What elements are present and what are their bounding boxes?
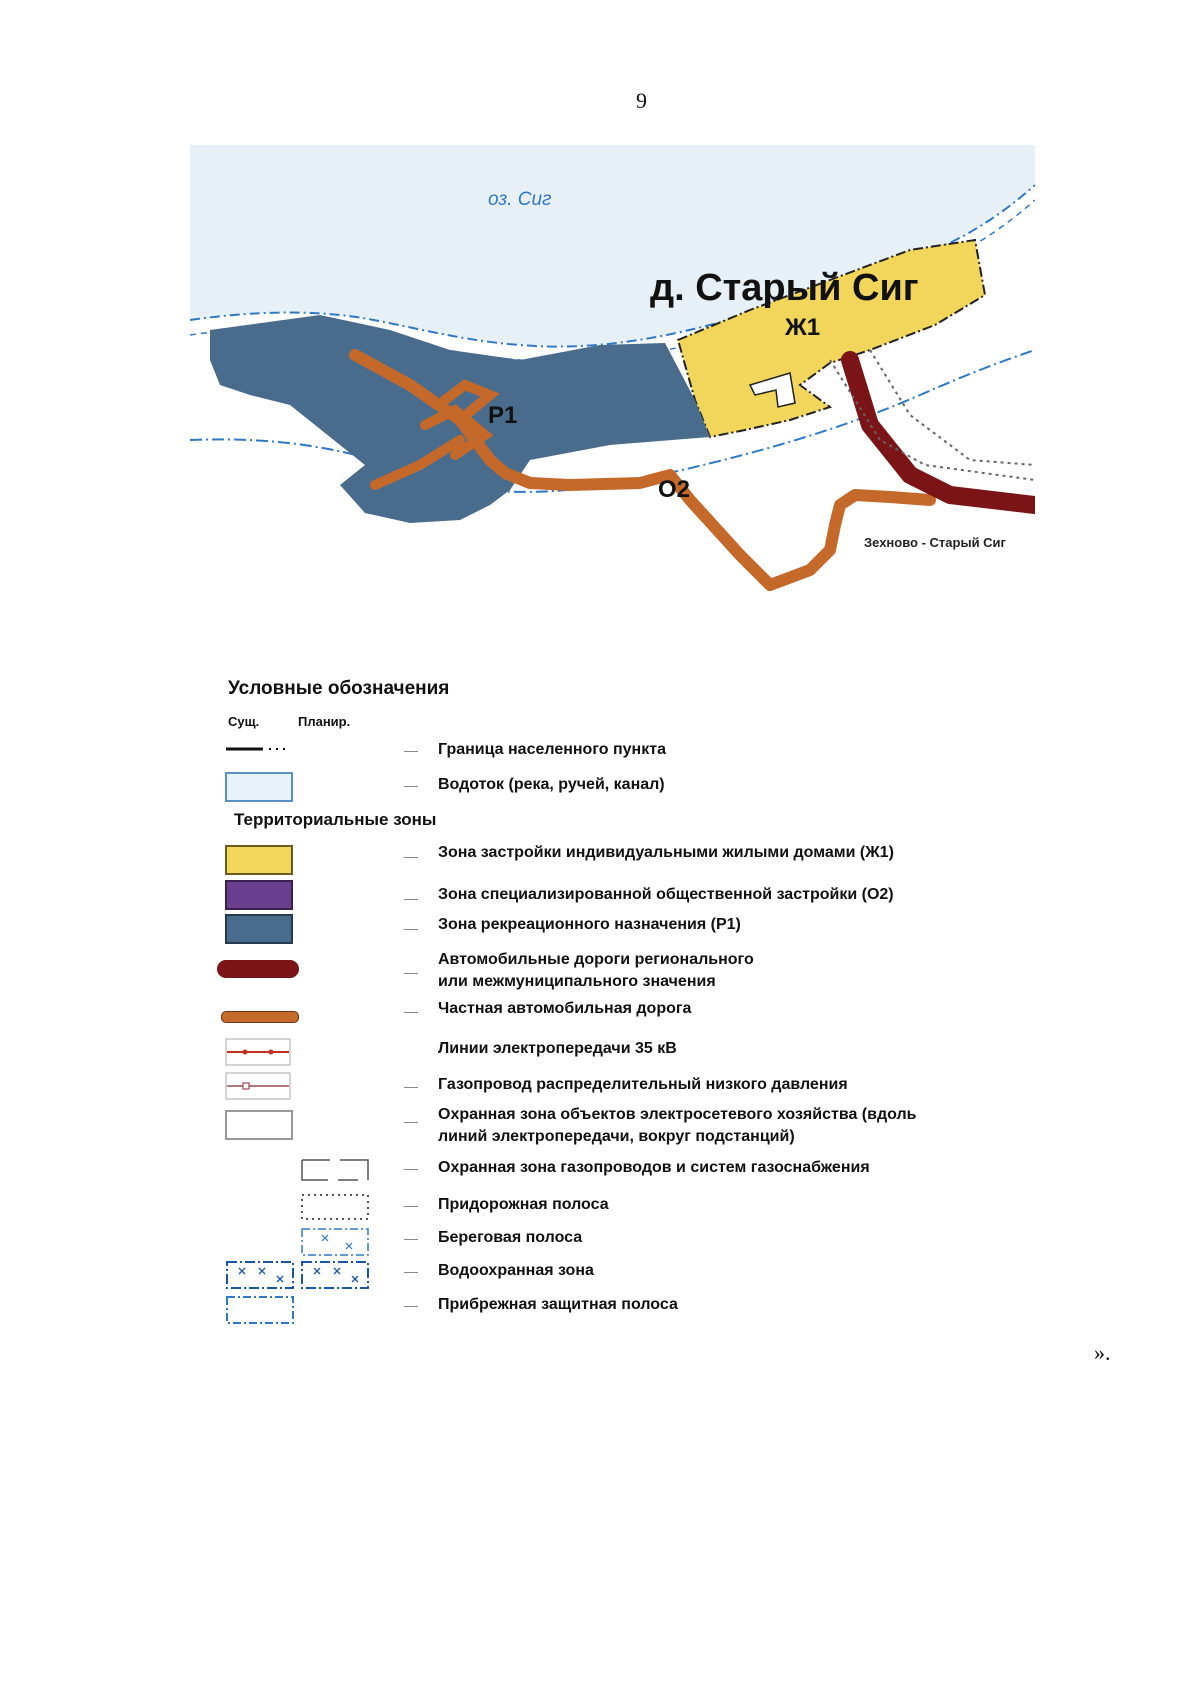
gas-protection-zone-icon <box>300 1156 370 1187</box>
closing-quote: ». <box>1094 1340 1111 1365</box>
legend-label-regional-road-line2: или межмуниципального значения <box>438 973 716 990</box>
zone-residential-icon <box>225 845 293 875</box>
legend-label-power-protection-zone: Охранная зона объектов электросетевого хозяйства (вдоль <box>438 1106 917 1123</box>
water-protection-zone-planned-icon <box>300 1260 370 1295</box>
legend-label-roadside-strip: Придорожная полоса <box>438 1196 609 1213</box>
page-number: 9 <box>636 88 647 113</box>
regional-road-icon <box>217 960 299 978</box>
power-protection-zone-icon <box>225 1110 293 1140</box>
coastal-protection-strip-icon <box>225 1295 295 1330</box>
legend-label-power-protection-zone-line2: линий электропередачи, вокруг подстанций) <box>438 1128 795 1145</box>
legend-label-gas-protection-zone: Охранная зона газопроводов и систем газоснабжения <box>438 1159 870 1176</box>
zone-label-public: О2 <box>658 476 691 503</box>
zone-recreation-icon <box>225 914 293 944</box>
shore-strip-icon <box>300 1227 370 1262</box>
legend-label-regional-road: Автомобильные дороги регионального <box>438 951 754 968</box>
water-protection-zone-existing-icon <box>225 1260 295 1295</box>
zone-public-icon <box>225 880 293 910</box>
lake-label: оз. Сиг <box>488 189 552 210</box>
legend-label-power-line: Линии электропередачи 35 кВ <box>438 1040 677 1057</box>
legend-zones-title: Территориальные зоны <box>234 810 437 829</box>
legend-label-watercourse: Водоток (река, ручей, канал) <box>438 776 665 793</box>
settlement-label: д. Старый Сиг <box>650 267 919 309</box>
legend-label-zone-public: Зона специализированной общественной застройки (О2) <box>438 886 894 903</box>
legend-label-private-road: Частная автомобильная дорога <box>438 1000 692 1017</box>
legend-label-gas-pipeline: Газопровод распределительный низкого давления <box>438 1076 848 1093</box>
legend-col-planned: Планир. <box>298 714 351 729</box>
legend-label-water-protection-zone: Водоохранная зона <box>438 1262 594 1279</box>
legend-label-zone-recreation: Зона рекреационного назначения (Р1) <box>438 916 741 933</box>
power-line-icon <box>225 1038 291 1071</box>
map <box>190 145 1035 620</box>
settlement-boundary-icon <box>225 742 291 761</box>
zone-label-residential: Ж1 <box>785 314 821 341</box>
legend-label-zone-residential: Зона застройки индивидуальными жилыми домами (Ж1) <box>438 844 894 861</box>
private-road-icon <box>221 1011 299 1023</box>
gas-pipeline-icon <box>225 1072 291 1105</box>
legend-label-shore-strip: Береговая полоса <box>438 1229 583 1246</box>
legend-col-existing: Сущ. <box>228 714 260 729</box>
watercourse-icon <box>225 772 293 802</box>
roadside-strip-icon <box>300 1193 370 1226</box>
legend-label-settlement-boundary: Граница населенного пункта <box>438 741 666 758</box>
zone-label-recreational: Р1 <box>488 402 518 429</box>
road-label: Зехново - Старый Сиг <box>864 535 1006 550</box>
legend-label-coastal-protection-strip: Прибрежная защитная полоса <box>438 1296 678 1313</box>
legend-title: Условные обозначения <box>228 678 450 699</box>
